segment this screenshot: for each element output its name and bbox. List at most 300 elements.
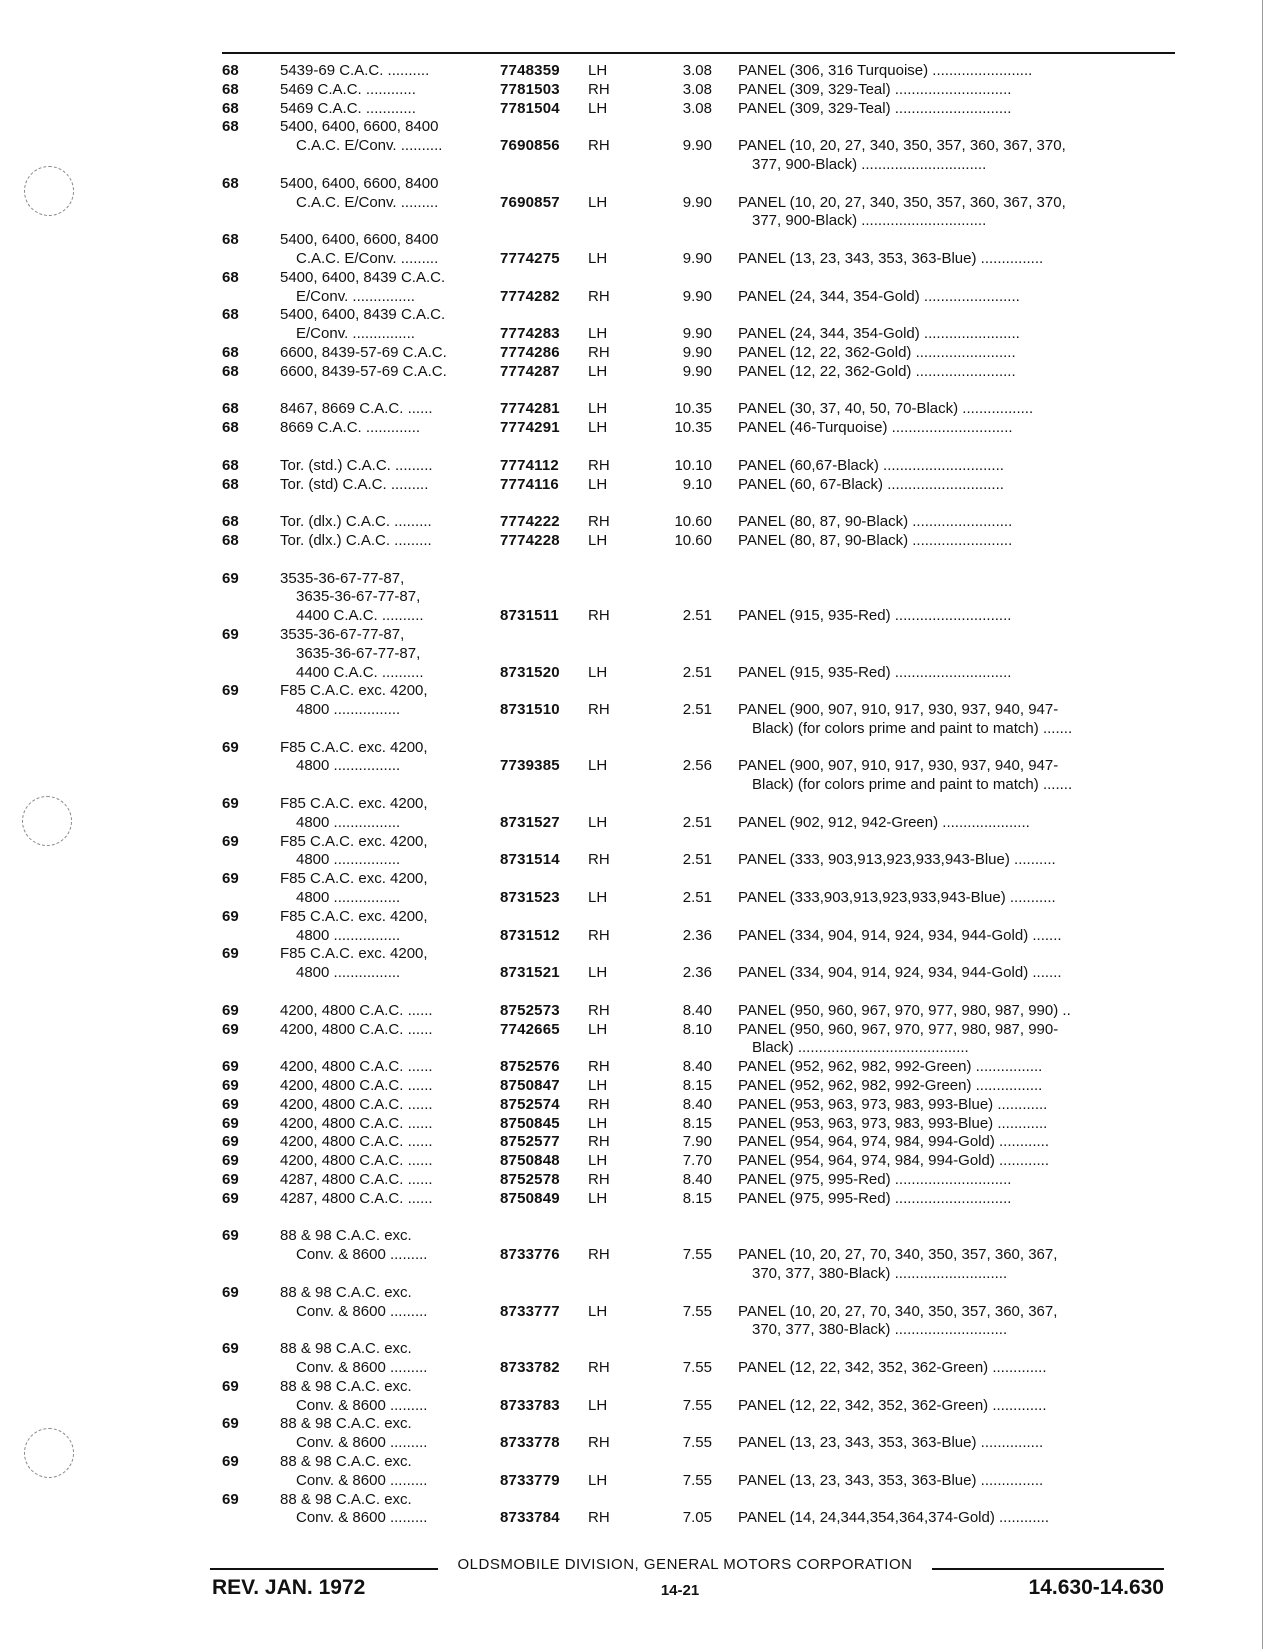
description-cell: PANEL (915, 935-Red) ............................ — [738, 663, 1012, 681]
description-cell: PANEL (12, 22, 342, 352, 362-Green) ............. — [738, 1396, 1047, 1414]
side-cell: RH — [588, 1358, 610, 1376]
side-cell: RH — [588, 287, 610, 305]
description-cell: PANEL (953, 963, 973, 983, 993-Blue) ............ — [738, 1095, 1048, 1113]
table-row — [0, 476, 1274, 495]
description-cell: PANEL (900, 907, 910, 917, 930, 937, 940, 947- — [738, 701, 1059, 719]
year-cell: 68 — [222, 362, 239, 380]
part-number-cell: 7781503 — [500, 80, 560, 98]
part-number-cell: 8752577 — [500, 1133, 560, 1151]
price-cell: 7.55 — [682, 1396, 712, 1414]
price-cell: 10.60 — [674, 513, 712, 531]
part-number-cell: 8750849 — [500, 1189, 560, 1207]
price-cell: 7.55 — [682, 1434, 712, 1452]
table-row — [0, 1265, 1274, 1284]
side-cell: RH — [588, 607, 610, 625]
model-cell: 4400 C.A.C. .......... — [296, 663, 424, 681]
part-number-cell: 8731523 — [500, 889, 560, 907]
table-row — [0, 833, 1274, 852]
table-row — [0, 1434, 1274, 1453]
table-row — [0, 1039, 1274, 1058]
model-cell: 88 & 98 C.A.C. exc. — [280, 1227, 412, 1245]
table-row — [0, 1021, 1274, 1040]
price-cell: 7.55 — [682, 1471, 712, 1489]
model-cell: Tor. (std) C.A.C. ......... — [280, 475, 429, 493]
side-cell: RH — [588, 456, 610, 474]
year-cell: 69 — [222, 569, 239, 587]
table-row — [0, 231, 1274, 250]
price-cell: 2.51 — [682, 701, 712, 719]
table-row — [0, 1096, 1274, 1115]
year-cell: 69 — [222, 945, 239, 963]
price-cell: 10.35 — [674, 419, 712, 437]
side-cell: LH — [588, 964, 608, 982]
model-cell: 3535-36-67-77-87, — [280, 569, 405, 587]
year-cell: 69 — [222, 1189, 239, 1207]
side-cell: LH — [588, 362, 608, 380]
price-cell: 9.90 — [682, 287, 712, 305]
part-number-cell: 8733783 — [500, 1396, 560, 1414]
table-row — [0, 908, 1274, 927]
price-cell: 3.08 — [682, 99, 712, 117]
table-row — [0, 889, 1274, 908]
table-row — [0, 927, 1274, 946]
price-cell: 9.90 — [682, 343, 712, 361]
year-cell: 68 — [222, 419, 239, 437]
model-cell: 4287, 4800 C.A.C. ...... — [280, 1171, 433, 1189]
year-cell: 69 — [222, 795, 239, 813]
table-row — [0, 269, 1274, 288]
model-cell: 6600, 8439-57-69 C.A.C. — [280, 343, 447, 361]
model-cell: 4200, 4800 C.A.C. ...... — [280, 1058, 433, 1076]
description-cell: 370, 377, 380-Black) ........................... — [752, 1265, 1008, 1282]
table-row — [0, 363, 1274, 382]
description-cell: 377, 900-Black) .............................. — [752, 212, 987, 230]
model-cell: 4800 ................ — [296, 851, 401, 869]
table-row — [0, 720, 1274, 739]
description-cell: PANEL (309, 329-Teal) ............................ — [738, 99, 1012, 117]
year-cell: 69 — [222, 1095, 239, 1113]
part-number-cell: 8733784 — [500, 1509, 560, 1527]
table-row — [0, 400, 1274, 419]
year-cell: 68 — [222, 343, 239, 361]
table-row — [0, 1453, 1274, 1472]
price-cell: 2.51 — [682, 607, 712, 625]
price-cell: 7.05 — [682, 1509, 712, 1527]
part-number-cell: 8750847 — [500, 1077, 560, 1095]
model-cell: 4200, 4800 C.A.C. ...... — [280, 1095, 433, 1113]
description-cell: Black) (for colors prime and paint to match) ....... — [752, 719, 1073, 737]
part-number-cell: 8733779 — [500, 1471, 560, 1489]
part-number-cell: 8731510 — [500, 701, 560, 719]
part-number-cell: 7774112 — [500, 456, 559, 474]
description-cell: PANEL (333, 903,913,923,933,943-Blue) .......... — [738, 851, 1056, 869]
model-cell: 5400, 6400, 6600, 8400 — [280, 231, 439, 249]
table-row — [0, 1002, 1274, 1021]
side-cell: LH — [588, 1114, 608, 1132]
side-cell: LH — [588, 531, 608, 549]
part-number-cell: 7774282 — [500, 287, 560, 305]
model-cell: 4800 ................ — [296, 926, 401, 944]
side-cell: LH — [588, 325, 608, 343]
table-row — [0, 156, 1274, 175]
year-cell: 68 — [222, 400, 239, 418]
price-cell: 8.15 — [682, 1189, 712, 1207]
model-cell: F85 C.A.C. exc. 4200, — [280, 832, 428, 850]
part-number-cell: 7739385 — [500, 757, 560, 775]
table-row — [0, 1321, 1274, 1340]
description-cell: Black) (for colors prime and paint to match) ....... — [752, 776, 1073, 794]
description-cell: PANEL (954, 964, 974, 984, 994-Gold) ............ — [738, 1133, 1050, 1151]
model-cell: 4200, 4800 C.A.C. ...... — [280, 1114, 433, 1132]
side-cell: LH — [588, 813, 608, 831]
part-number-cell: 7748359 — [500, 62, 560, 79]
price-cell: 7.70 — [682, 1152, 712, 1170]
description-cell: PANEL (975, 995-Red) ............................ — [738, 1171, 1012, 1189]
model-cell: E/Conv. ............... — [296, 325, 415, 343]
description-cell: PANEL (975, 995-Red) ............................ — [738, 1189, 1012, 1207]
price-cell: 8.40 — [682, 1095, 712, 1113]
description-cell: PANEL (10, 20, 27, 340, 350, 357, 360, 367, 370, — [738, 137, 1066, 155]
model-cell: 3535-36-67-77-87, — [280, 625, 405, 643]
side-cell: RH — [588, 1509, 610, 1527]
description-cell: PANEL (80, 87, 90-Black) ........................ — [738, 513, 1013, 531]
table-row — [0, 250, 1274, 269]
year-cell: 69 — [222, 1490, 239, 1508]
model-cell: F85 C.A.C. exc. 4200, — [280, 795, 428, 813]
table-row — [0, 62, 1274, 81]
model-cell: E/Conv. ............... — [296, 287, 415, 305]
year-cell: 69 — [222, 1340, 239, 1358]
table-row — [0, 1378, 1274, 1397]
side-cell: LH — [588, 249, 608, 267]
description-cell: PANEL (952, 962, 982, 992-Green) ................ — [738, 1058, 1043, 1076]
side-cell: RH — [588, 701, 610, 719]
price-cell: 7.55 — [682, 1358, 712, 1376]
year-cell: 68 — [222, 99, 239, 117]
side-cell: LH — [588, 1152, 608, 1170]
part-number-cell: 7781504 — [500, 99, 560, 117]
year-cell: 68 — [222, 456, 239, 474]
description-cell: PANEL (12, 22, 362-Gold) ........................ — [738, 362, 1016, 380]
side-cell: RH — [588, 1133, 610, 1151]
description-cell: PANEL (10, 20, 27, 70, 340, 350, 357, 360, 367, — [738, 1302, 1058, 1320]
year-cell: 69 — [222, 1058, 239, 1076]
description-cell: PANEL (915, 935-Red) ............................ — [738, 607, 1012, 625]
part-number-cell: 7774116 — [500, 475, 559, 493]
model-cell: Conv. & 8600 ......... — [296, 1434, 428, 1452]
model-cell: 5400, 6400, 8439 C.A.C. — [280, 306, 446, 324]
price-cell: 7.90 — [682, 1133, 712, 1151]
table-row — [0, 1115, 1274, 1134]
description-cell: PANEL (30, 37, 40, 50, 70-Black) ................. — [738, 400, 1034, 418]
page-footer — [0, 1556, 1274, 1626]
side-cell: LH — [588, 1302, 608, 1320]
description-cell: PANEL (953, 963, 973, 983, 993-Blue) ............ — [738, 1114, 1048, 1132]
table-row — [0, 776, 1274, 795]
year-cell: 68 — [222, 174, 239, 192]
year-cell: 69 — [222, 1114, 239, 1132]
part-number-cell: 7690857 — [500, 193, 560, 211]
model-cell: Conv. & 8600 ......... — [296, 1302, 428, 1320]
side-cell: RH — [588, 343, 610, 361]
model-cell: 88 & 98 C.A.C. exc. — [280, 1415, 412, 1433]
model-cell: C.A.C. E/Conv. ......... — [296, 193, 439, 211]
description-cell: PANEL (80, 87, 90-Black) ........................ — [738, 531, 1013, 549]
model-cell: 4800 ................ — [296, 813, 401, 831]
description-cell: PANEL (902, 912, 942-Green) ..................... — [738, 813, 1030, 831]
table-row — [0, 870, 1274, 889]
year-cell: 69 — [222, 1077, 239, 1095]
side-cell: RH — [588, 1095, 610, 1113]
side-cell: LH — [588, 1471, 608, 1489]
table-row — [0, 1509, 1274, 1528]
price-cell: 8.10 — [682, 1020, 712, 1038]
part-number-cell: 8733778 — [500, 1434, 560, 1452]
model-cell: 3635-36-67-77-87, — [296, 644, 421, 662]
table-row — [0, 1397, 1274, 1416]
table-row — [0, 419, 1274, 438]
description-cell: PANEL (46-Turquoise) ............................. — [738, 419, 1013, 437]
price-cell: 7.55 — [682, 1246, 712, 1264]
side-cell: RH — [588, 513, 610, 531]
side-cell: RH — [588, 1001, 610, 1019]
table-row — [0, 851, 1274, 870]
price-cell: 2.36 — [682, 964, 712, 982]
table-row — [0, 1284, 1274, 1303]
side-cell: LH — [588, 193, 608, 211]
part-number-cell: 7742665 — [500, 1020, 560, 1038]
table-row — [0, 607, 1274, 626]
description-cell: 377, 900-Black) .............................. — [752, 155, 987, 173]
description-cell: PANEL (333,903,913,923,933,943-Blue) ........... — [738, 889, 1056, 907]
part-number-cell: 8750845 — [500, 1114, 560, 1132]
model-cell: 4200, 4800 C.A.C. ...... — [280, 1001, 433, 1019]
table-row — [0, 588, 1274, 607]
description-cell: PANEL (950, 960, 967, 970, 977, 980, 987, 990) .. — [738, 1001, 1071, 1019]
footer-revision: REV. JAN. 1972 — [212, 1576, 366, 1599]
side-cell: LH — [588, 889, 608, 907]
description-cell: PANEL (24, 344, 354-Gold) ....................... — [738, 325, 1020, 343]
year-cell: 68 — [222, 80, 239, 98]
part-number-cell: 8752574 — [500, 1095, 560, 1113]
description-cell: PANEL (14, 24,344,354,364,374-Gold) ............ — [738, 1509, 1050, 1527]
part-number-cell: 8731511 — [500, 607, 559, 625]
model-cell: 8669 C.A.C. ............. — [280, 419, 421, 437]
table-row — [0, 701, 1274, 720]
side-cell: LH — [588, 1189, 608, 1207]
side-cell: RH — [588, 851, 610, 869]
part-number-cell: 7774287 — [500, 362, 560, 380]
year-cell: 68 — [222, 475, 239, 493]
price-cell: 7.55 — [682, 1302, 712, 1320]
table-row — [0, 1359, 1274, 1378]
table-row — [0, 757, 1274, 776]
price-cell: 10.35 — [674, 400, 712, 418]
table-row — [0, 325, 1274, 344]
row-spacer — [0, 382, 1274, 401]
part-number-cell: 7774286 — [500, 343, 560, 361]
price-cell: 9.90 — [682, 325, 712, 343]
price-cell: 9.90 — [682, 249, 712, 267]
part-number-cell: 8752578 — [500, 1171, 560, 1189]
model-cell: 4200, 4800 C.A.C. ...... — [280, 1152, 433, 1170]
side-cell: LH — [588, 1396, 608, 1414]
model-cell: Tor. (dlx.) C.A.C. ......... — [280, 513, 432, 531]
price-cell: 2.51 — [682, 663, 712, 681]
year-cell: 69 — [222, 1020, 239, 1038]
price-cell: 10.10 — [674, 456, 712, 474]
description-cell: PANEL (952, 962, 982, 992-Green) ................ — [738, 1077, 1043, 1095]
year-cell: 69 — [222, 1171, 239, 1189]
description-cell: PANEL (309, 329-Teal) ............................ — [738, 80, 1012, 98]
model-cell: F85 C.A.C. exc. 4200, — [280, 870, 428, 888]
model-cell: 5469 C.A.C. ............ — [280, 99, 416, 117]
table-row — [0, 795, 1274, 814]
year-cell: 69 — [222, 907, 239, 925]
year-cell: 68 — [222, 306, 239, 324]
price-cell: 9.10 — [682, 475, 712, 493]
year-cell: 68 — [222, 118, 239, 136]
side-cell: LH — [588, 400, 608, 418]
description-cell: PANEL (13, 23, 343, 353, 363-Blue) ............... — [738, 1471, 1044, 1489]
model-cell: Conv. & 8600 ......... — [296, 1396, 428, 1414]
description-cell: PANEL (954, 964, 974, 984, 994-Gold) ............ — [738, 1152, 1050, 1170]
model-cell: 5439-69 C.A.C. .......... — [280, 62, 430, 79]
footer-reference: 14.630-14.630 — [1028, 1576, 1164, 1599]
price-cell: 3.08 — [682, 62, 712, 79]
model-cell: 4200, 4800 C.A.C. ...... — [280, 1133, 433, 1151]
price-cell: 9.90 — [682, 193, 712, 211]
table-row — [0, 1303, 1274, 1322]
price-cell: 3.08 — [682, 80, 712, 98]
year-cell: 69 — [222, 682, 239, 700]
model-cell: 4200, 4800 C.A.C. ...... — [280, 1077, 433, 1095]
table-row — [0, 513, 1274, 532]
table-row — [0, 814, 1274, 833]
side-cell: RH — [588, 926, 610, 944]
price-cell: 10.60 — [674, 531, 712, 549]
table-row — [0, 81, 1274, 100]
model-cell: 5400, 6400, 6600, 8400 — [280, 174, 439, 192]
row-spacer — [0, 438, 1274, 457]
model-cell: Tor. (dlx.) C.A.C. ......... — [280, 531, 432, 549]
table-row — [0, 288, 1274, 307]
price-cell: 8.40 — [682, 1058, 712, 1076]
part-number-cell: 8750848 — [500, 1152, 560, 1170]
side-cell: RH — [588, 80, 610, 98]
table-row — [0, 306, 1274, 325]
table-row — [0, 1133, 1274, 1152]
description-cell: PANEL (60,67-Black) ............................. — [738, 456, 1004, 474]
table-row — [0, 100, 1274, 119]
price-cell: 2.51 — [682, 889, 712, 907]
year-cell: 69 — [222, 870, 239, 888]
side-cell: RH — [588, 1171, 610, 1189]
model-cell: 6600, 8439-57-69 C.A.C. — [280, 362, 447, 380]
year-cell: 69 — [222, 1377, 239, 1395]
year-cell: 69 — [222, 625, 239, 643]
model-cell: 4800 ................ — [296, 964, 401, 982]
side-cell: LH — [588, 757, 608, 775]
description-cell: PANEL (13, 23, 343, 353, 363-Blue) ............... — [738, 249, 1044, 267]
year-cell: 69 — [222, 1227, 239, 1245]
model-cell: 88 & 98 C.A.C. exc. — [280, 1283, 412, 1301]
side-cell: LH — [588, 475, 608, 493]
model-cell: 4800 ................ — [296, 757, 401, 775]
description-cell: PANEL (334, 904, 914, 924, 934, 944-Gold) ....... — [738, 926, 1062, 944]
part-number-cell: 8731521 — [500, 964, 560, 982]
year-cell: 69 — [222, 1452, 239, 1470]
description-cell: PANEL (334, 904, 914, 924, 934, 944-Gold) ....... — [738, 964, 1062, 982]
side-cell: LH — [588, 1077, 608, 1095]
price-cell: 8.15 — [682, 1077, 712, 1095]
part-number-cell: 8752573 — [500, 1001, 560, 1019]
side-cell: RH — [588, 1058, 610, 1076]
model-cell: 88 & 98 C.A.C. exc. — [280, 1340, 412, 1358]
table-row — [0, 964, 1274, 983]
description-cell: PANEL (10, 20, 27, 70, 340, 350, 357, 360, 367, — [738, 1246, 1058, 1264]
part-number-cell: 8733782 — [500, 1358, 560, 1376]
model-cell: 8467, 8669 C.A.C. ...... — [280, 400, 433, 418]
table-row — [0, 739, 1274, 758]
table-row — [0, 626, 1274, 645]
part-number-cell: 7774281 — [500, 400, 560, 418]
table-row — [0, 1227, 1274, 1246]
part-number-cell: 8733776 — [500, 1246, 560, 1264]
year-cell: 69 — [222, 1415, 239, 1433]
parts-table — [0, 62, 1274, 1528]
description-cell: PANEL (900, 907, 910, 917, 930, 937, 940, 947- — [738, 757, 1059, 775]
side-cell: LH — [588, 1020, 608, 1038]
model-cell: Conv. & 8600 ......... — [296, 1509, 428, 1527]
year-cell: 68 — [222, 531, 239, 549]
model-cell: 4800 ................ — [296, 889, 401, 907]
model-cell: Conv. & 8600 ......... — [296, 1246, 428, 1264]
side-cell: RH — [588, 1246, 610, 1264]
description-cell: 370, 377, 380-Black) ........................... — [752, 1321, 1008, 1339]
description-cell: PANEL (12, 22, 342, 352, 362-Green) ............. — [738, 1358, 1047, 1376]
price-cell: 9.90 — [682, 362, 712, 380]
model-cell: 4287, 4800 C.A.C. ...... — [280, 1189, 433, 1207]
model-cell: 88 & 98 C.A.C. exc. — [280, 1452, 412, 1470]
model-cell: F85 C.A.C. exc. 4200, — [280, 907, 428, 925]
price-cell: 2.51 — [682, 813, 712, 831]
price-cell: 9.90 — [682, 137, 712, 155]
year-cell: 69 — [222, 1133, 239, 1151]
table-row — [0, 945, 1274, 964]
footer-rule-right — [932, 1568, 1164, 1570]
table-row — [0, 118, 1274, 137]
top-rule — [222, 52, 1175, 54]
table-row — [0, 212, 1274, 231]
description-cell: PANEL (950, 960, 967, 970, 977, 980, 987, 990- — [738, 1020, 1059, 1038]
table-row — [0, 1246, 1274, 1265]
part-number-cell: 8731512 — [500, 926, 560, 944]
price-cell: 8.40 — [682, 1171, 712, 1189]
table-row — [0, 1340, 1274, 1359]
year-cell: 69 — [222, 738, 239, 756]
side-cell: LH — [588, 99, 608, 117]
part-number-cell: 8731514 — [500, 851, 560, 869]
description-cell: PANEL (10, 20, 27, 340, 350, 357, 360, 367, 370, — [738, 193, 1066, 211]
table-row — [0, 664, 1274, 683]
model-cell: 3635-36-67-77-87, — [296, 588, 421, 606]
table-row — [0, 1415, 1274, 1434]
description-cell: PANEL (12, 22, 362-Gold) ........................ — [738, 343, 1016, 361]
part-number-cell: 8731520 — [500, 663, 560, 681]
price-cell: 2.51 — [682, 851, 712, 869]
table-row — [0, 1058, 1274, 1077]
